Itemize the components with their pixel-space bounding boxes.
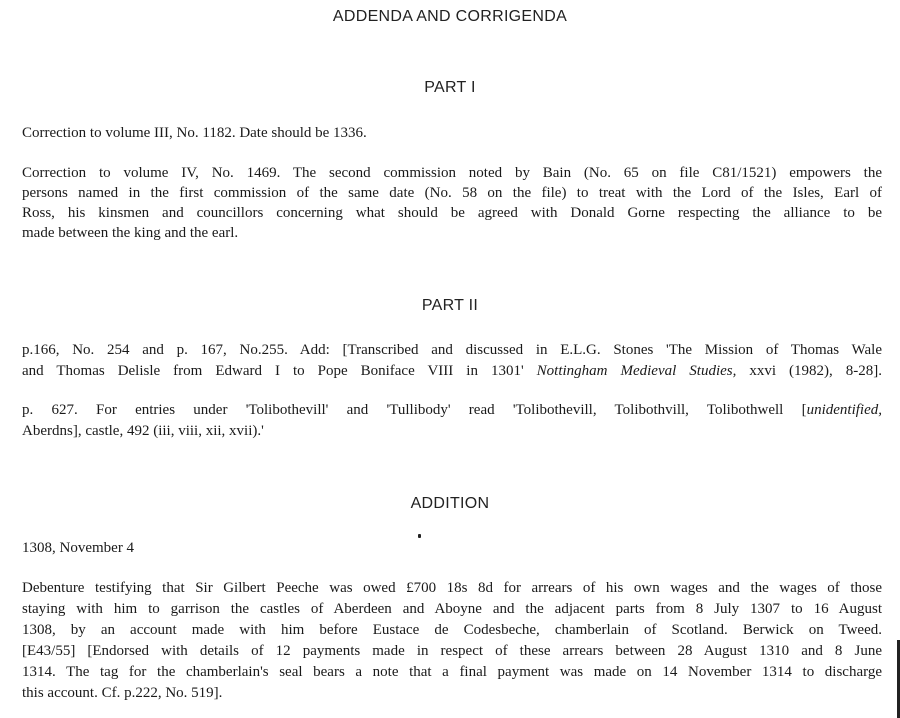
section-heading-part-1: PART I: [424, 79, 476, 96]
section-heading-part-2: PART II: [421, 297, 479, 314]
text-line: [22, 362, 882, 380]
ink-mark: [418, 534, 421, 538]
text-line: Aberdns], castle, 492 (iii, viii, xii, xvii).': [22, 423, 264, 439]
text-line: Debenture testifying that Sir Gilbert Peeche was owed £700 18s 8d for arrears of his own wages and the wages of those: [22, 580, 882, 596]
text-line: made between the king and the earl.: [22, 225, 239, 241]
page-title: ADDENDA AND CORRIGENDA: [332, 8, 568, 25]
text-line: Ross, his kinsmen and councillors concerning what should be agreed with Donald Gorne respecting the alliance to be: [22, 205, 882, 221]
text-line: persons named in the first commission of the same date (No. 58 on the file) to treat with the Lord of the Isles, Earl of: [22, 185, 882, 201]
text-line: staying with him to garrison the castles of Aberdeen and Aboyne and the adjacent parts from 8 July 1307 to 16 August: [22, 601, 882, 617]
text-line: [E43/55] [Endorsed with details of 12 payments made in respect of these arrears between 28 August 1310 and 8 June: [22, 643, 882, 659]
text-line: 1314. The tag for the chamberlain's seal bears a note that a final payment was made on 14 November 1314 to discharge: [22, 664, 882, 680]
text-line: this account. Cf. p.222, No. 519].: [22, 685, 223, 701]
journal-title: Nottingham Medieval Studies,: [536, 363, 737, 379]
italic-note: unidentified,: [806, 402, 882, 418]
section-heading-addition: ADDITION: [410, 495, 490, 512]
text-line: 1308, by an account made with him before Eustace de Codesbeche, chamberlain of Scotland. Berwick on Tweed.: [22, 622, 882, 638]
text: xxvi (1982), 8-28].: [749, 363, 883, 379]
correction-vol-3: Correction to volume III, No. 1182. Date should be 1336.: [22, 125, 367, 141]
text-line: Correction to volume IV, No. 1469. The second commission noted by Bain (No. 65 on file C81/1521) empowers the: [22, 165, 882, 181]
text: and Thomas Delisle from Edward I to Pope Boniface VIII in 1301': [22, 363, 524, 379]
text: p. 627. For entries under 'Tolibothevill' and 'Tullibody' read 'Tolibothevill, Tolibothvill, Tolibothwell [: [22, 402, 807, 418]
text-line: p.166, No. 254 and p. 167, No.255. Add: [Transcribed and discussed in E.L.G. Stones 'The Mission of Thomas Wale: [22, 342, 882, 358]
text-line: [22, 401, 882, 419]
entry-date: 1308, November 4: [22, 540, 135, 556]
